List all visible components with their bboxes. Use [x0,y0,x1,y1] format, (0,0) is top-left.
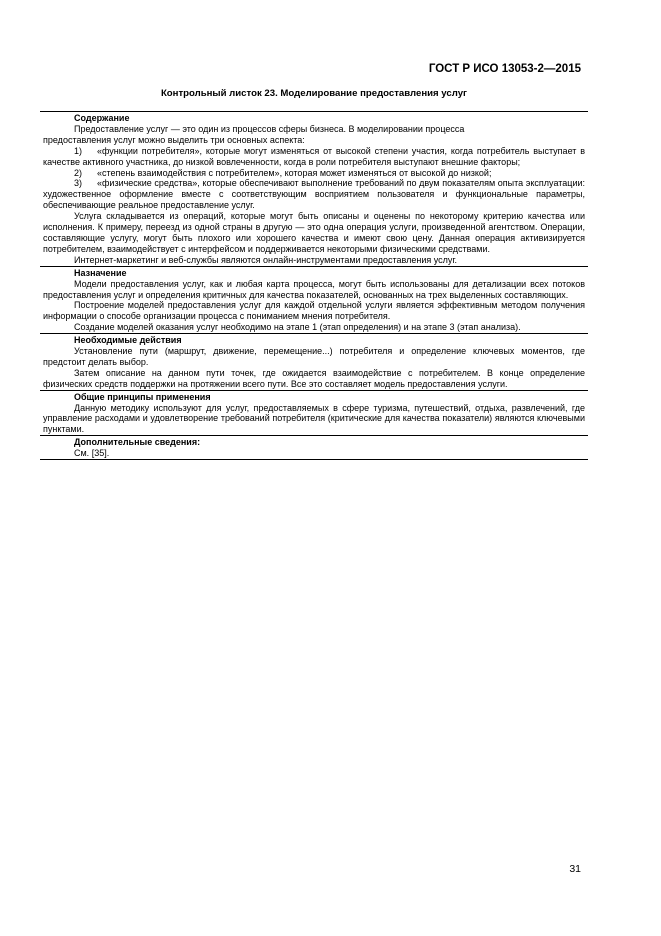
paragraph: Создание моделей оказания услуг необходимо на этапе 1 (этап определения) и на этапе 3 (этап анализа). [74,322,521,333]
paragraph: предоставления услуг можно выделить три основных аспекта: [43,134,305,145]
list-text: «функции потребителя», которые могут изменяться от высокой степени участия, когда потребитель выступает в качестве активного участника, до низкой вовлеченности, когда в роли потребителя выступают внешние факторы; [43,145,585,167]
paragraph: Предоставление услуг — это один из процессов сферы бизнеса. В моделировании процесса [74,123,465,134]
section-heading: Назначение [74,267,127,278]
section-principles [40,390,588,436]
page-number: 31 [569,863,581,875]
list-number: 2) [74,167,83,178]
doc-code: ГОСТ Р ИСО 13053-2—2015 [428,63,581,75]
list-item [43,168,585,179]
list-number: 3) [74,178,83,189]
doc-title: Контрольный листок 23. Моделирование предоставления услуг [160,88,468,99]
list-item [43,178,585,211]
section-actions [40,333,588,390]
list-item [43,146,585,168]
section-additional [40,435,588,459]
section-heading: Содержание [74,113,130,123]
checklist-table [40,111,588,460]
section-heading: Общие принципы применения [74,391,211,402]
section-heading: Дополнительные сведения: [74,437,201,448]
list-text: «степень взаимодействия с потребителем», которая может изменяться от высокой до низкой; [97,167,492,178]
paragraph: Установление пути (маршрут, движение, перемещение...) потребителя и определение ключевых моментов, где предстоит делать выбор. [43,346,585,367]
section-content [40,112,588,266]
paragraph: Модели предоставления услуг, как и любая карта процесса, могут быть использованы для детализации всех потоков предоставления услуг и определения критичных для качества показателей, основанных на трех выделенных составляющих. [43,278,585,300]
paragraph: Услуга складывается из операций, которые могут быть описаны и оценены по некоторому критерию качества или исполнения. К примеру, переезд из одной страны в другую — это одна операция услуги, произведенной агентством. Операции, составляющие услугу, могут быть плохого или хорошего качества и имеют свою цену. Данная операция активизируется потребителем, взаимодействует с интерфейсом и поддерживается некоторыми физическими средствами. [43,211,585,254]
paragraph: См. [35]. [74,448,110,459]
list-text: «физические средства», которые обеспечивают выполнение требований по двум показателям опыта эксплуатации: художественное оформление вместе с соответствующим восприятием пользователя и функциональные параметры, обеспечивающие реальное предоставление услуг. [43,178,585,211]
paragraph: Интернет-маркетинг и веб-службы являются онлайн-инструментами предоставления услуг. [74,254,458,265]
section-heading: Необходимые действия [74,335,182,346]
section-purpose [40,266,588,333]
paragraph: Построение моделей предоставления услуг для каждой отдельной услуги является эффективным методом получения информации о способе организации процесса с пониманием мнения потребителя. [43,300,585,322]
list-number: 1) [74,145,83,156]
paragraph: Затем описание на данном пути точек, где ожидается взаимодействие с потребителем. В конце определение физических средств поддержки на протяжении всего пути. Все это составляет модель предоставления услуги. [43,367,585,389]
paragraph: Данную методику используют для услуг, предоставляемых в сфере туризма, путешествий, отдыха, развлечений, где управление расходами и удовлетворение требований потребителя (критические для качества показатели) являются ключевыми пунктами. [43,402,585,435]
